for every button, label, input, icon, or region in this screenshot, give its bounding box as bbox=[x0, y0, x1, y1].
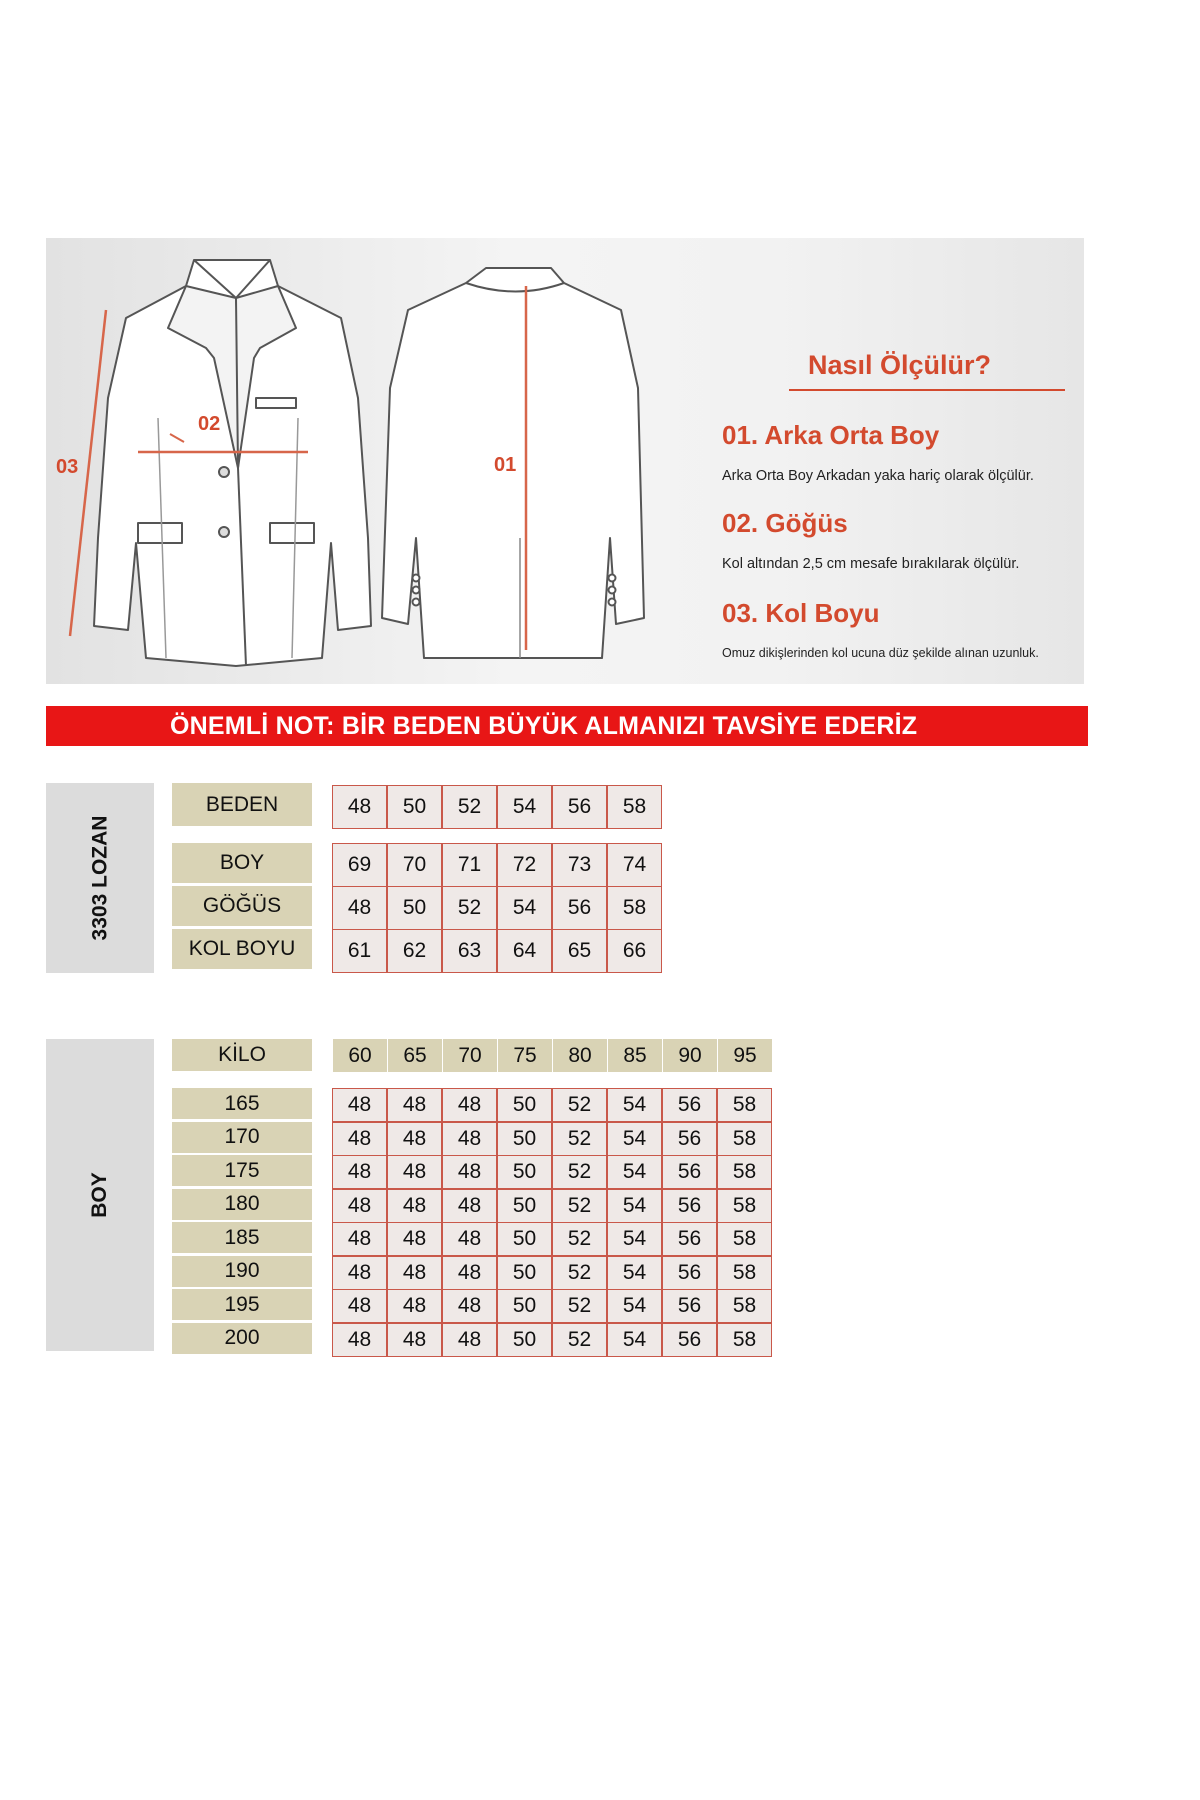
important-note-banner bbox=[46, 706, 1088, 746]
weight-table-cell: 48 bbox=[442, 1256, 497, 1290]
weight-table-cell: 48 bbox=[332, 1289, 387, 1323]
weight-header-cell: 90 bbox=[662, 1039, 717, 1072]
size-table-cell: 71 bbox=[442, 843, 497, 887]
size-table-cell: 66 bbox=[607, 929, 662, 973]
sleeve-label: 03 bbox=[56, 456, 79, 478]
weight-table-cell: 56 bbox=[662, 1155, 717, 1189]
weight-table-cell: 48 bbox=[387, 1289, 442, 1323]
size-table-cell: 69 bbox=[332, 843, 387, 887]
weight-table-cell: 48 bbox=[387, 1155, 442, 1189]
weight-table-cell: 58 bbox=[717, 1256, 772, 1290]
weight-table-cell: 48 bbox=[332, 1122, 387, 1156]
weight-header-cell: 80 bbox=[552, 1039, 607, 1072]
weight-table-cell: 56 bbox=[662, 1323, 717, 1357]
height-row-label: 185 bbox=[172, 1222, 312, 1254]
weight-table-cell: 58 bbox=[717, 1289, 772, 1323]
height-row-label: 165 bbox=[172, 1088, 312, 1120]
weight-table-cell: 52 bbox=[552, 1323, 607, 1357]
weight-header-cell: 60 bbox=[332, 1039, 387, 1072]
size-table-cell: 64 bbox=[497, 929, 552, 973]
size-table-cell: 65 bbox=[552, 929, 607, 973]
step-2-desc: Kol altından 2,5 cm mesafe bırakılarak ölçülür. bbox=[722, 556, 1020, 572]
weight-table-cell: 56 bbox=[662, 1222, 717, 1256]
size-table-header-label: BEDEN bbox=[172, 783, 312, 827]
size-table-cell: 70 bbox=[387, 843, 442, 887]
size-header-cell: 54 bbox=[497, 785, 552, 829]
weight-table-cell: 48 bbox=[332, 1088, 387, 1122]
weight-table-cell: 48 bbox=[332, 1222, 387, 1256]
size-header-cell: 56 bbox=[552, 785, 607, 829]
size-table-cell: 54 bbox=[497, 886, 552, 930]
height-row-label: 190 bbox=[172, 1256, 312, 1288]
step-3-desc: Omuz dikişlerinden kol ucuna düz şekilde alınan uzunluk. bbox=[722, 646, 1039, 660]
weight-table-cell: 48 bbox=[387, 1088, 442, 1122]
weight-table-cell: 52 bbox=[552, 1122, 607, 1156]
size-table-cell: 52 bbox=[442, 886, 497, 930]
weight-table-cell: 48 bbox=[442, 1189, 497, 1223]
size-row-label-boy: BOY bbox=[172, 843, 312, 884]
weight-header-cell: 85 bbox=[607, 1039, 662, 1072]
chest-label: 02 bbox=[198, 413, 221, 435]
weight-table-cell: 52 bbox=[552, 1256, 607, 1290]
size-row-label-kol-boyu: KOL BOYU bbox=[172, 929, 312, 970]
weight-table-cell: 48 bbox=[442, 1122, 497, 1156]
size-table-cell: 72 bbox=[497, 843, 552, 887]
height-row-label: 175 bbox=[172, 1155, 312, 1187]
weight-table-cell: 48 bbox=[332, 1189, 387, 1223]
title-underline bbox=[789, 389, 1065, 391]
step-1-title: 01. Arka Orta Boy bbox=[722, 420, 940, 450]
weight-table-cell: 56 bbox=[662, 1122, 717, 1156]
weight-table-cell: 50 bbox=[497, 1155, 552, 1189]
weight-table-cell: 58 bbox=[717, 1189, 772, 1223]
weight-table-cell: 54 bbox=[607, 1323, 662, 1357]
weight-table-cell: 54 bbox=[607, 1222, 662, 1256]
weight-table-cell: 48 bbox=[387, 1323, 442, 1357]
weight-table-cell: 48 bbox=[332, 1256, 387, 1290]
weight-table-cell: 48 bbox=[387, 1256, 442, 1290]
height-row-label: 170 bbox=[172, 1122, 312, 1154]
size-table-cell: 56 bbox=[552, 886, 607, 930]
height-row-label: 195 bbox=[172, 1289, 312, 1321]
weight-table-cell: 50 bbox=[497, 1189, 552, 1223]
weight-table-cell: 50 bbox=[497, 1222, 552, 1256]
step-1-desc: Arka Orta Boy Arkadan yaka hariç olarak ölçülür. bbox=[722, 468, 1034, 484]
size-table-cell: 58 bbox=[607, 886, 662, 930]
size-header-cell: 52 bbox=[442, 785, 497, 829]
size-table-cell: 61 bbox=[332, 929, 387, 973]
height-row-label: 180 bbox=[172, 1189, 312, 1221]
important-note-text: ÖNEMLİ NOT: BİR BEDEN BÜYÜK ALMANIZI TAVSİYE EDERİZ bbox=[170, 711, 918, 740]
weight-table-cell: 48 bbox=[442, 1323, 497, 1357]
weight-table-cell: 54 bbox=[607, 1088, 662, 1122]
size-header-cell: 50 bbox=[387, 785, 442, 829]
weight-table-cell: 48 bbox=[332, 1155, 387, 1189]
weight-table-cell: 48 bbox=[442, 1088, 497, 1122]
weight-table-cell: 52 bbox=[552, 1289, 607, 1323]
weight-table-cell: 54 bbox=[607, 1122, 662, 1156]
step-2-title: 02. Göğüs bbox=[722, 508, 848, 538]
weight-table-cell: 50 bbox=[497, 1122, 552, 1156]
weight-table-cell: 54 bbox=[607, 1155, 662, 1189]
back-length-label: 01 bbox=[494, 454, 517, 476]
weight-table-cell: 52 bbox=[552, 1222, 607, 1256]
weight-table-cell: 54 bbox=[607, 1289, 662, 1323]
weight-table-cell: 50 bbox=[497, 1256, 552, 1290]
how-to-measure-title: Nasıl Ölçülür? bbox=[808, 350, 992, 380]
weight-table-cell: 56 bbox=[662, 1189, 717, 1223]
weight-table-cell: 52 bbox=[552, 1155, 607, 1189]
size-header-cell: 48 bbox=[332, 785, 387, 829]
model-name: 3303 LOZAN bbox=[88, 815, 111, 941]
weight-table-cell: 54 bbox=[607, 1256, 662, 1290]
weight-table-cell: 58 bbox=[717, 1222, 772, 1256]
measure-guide-panel bbox=[46, 238, 1084, 684]
weight-table-cell: 58 bbox=[717, 1088, 772, 1122]
size-table-side-label bbox=[46, 783, 154, 973]
size-table-cell: 50 bbox=[387, 886, 442, 930]
weight-header-cell: 65 bbox=[387, 1039, 442, 1072]
weight-table-cell: 58 bbox=[717, 1155, 772, 1189]
height-axis-label: BOY bbox=[87, 1172, 111, 1218]
weight-table-cell: 56 bbox=[662, 1289, 717, 1323]
weight-header-cell: 75 bbox=[497, 1039, 552, 1072]
weight-table-header-label: KİLO bbox=[172, 1039, 312, 1072]
size-table-cell: 48 bbox=[332, 886, 387, 930]
size-table-cell: 63 bbox=[442, 929, 497, 973]
size-row-label-gogus: GÖĞÜS bbox=[172, 886, 312, 927]
front-jacket-drawing bbox=[94, 260, 371, 666]
jacket-illustration bbox=[46, 238, 646, 684]
weight-table-cell: 52 bbox=[552, 1189, 607, 1223]
weight-table-cell: 54 bbox=[607, 1189, 662, 1223]
weight-table-cell: 48 bbox=[442, 1289, 497, 1323]
weight-table-cell: 48 bbox=[442, 1155, 497, 1189]
step-3-title: 03. Kol Boyu bbox=[722, 598, 880, 628]
weight-table-cell: 48 bbox=[387, 1122, 442, 1156]
weight-table-cell: 56 bbox=[662, 1088, 717, 1122]
weight-table-cell: 50 bbox=[497, 1323, 552, 1357]
weight-table-cell: 50 bbox=[497, 1088, 552, 1122]
weight-table-cell: 48 bbox=[387, 1222, 442, 1256]
weight-table-cell: 48 bbox=[442, 1222, 497, 1256]
weight-table-cell: 50 bbox=[497, 1289, 552, 1323]
weight-header-cell: 70 bbox=[442, 1039, 497, 1072]
size-header-cell: 58 bbox=[607, 785, 662, 829]
weight-table-side-label bbox=[46, 1039, 154, 1351]
weight-header-cell: 95 bbox=[717, 1039, 772, 1072]
weight-table-cell: 48 bbox=[332, 1323, 387, 1357]
weight-table-cell: 56 bbox=[662, 1256, 717, 1290]
size-table-cell: 73 bbox=[552, 843, 607, 887]
size-table-cell: 62 bbox=[387, 929, 442, 973]
weight-table-cell: 58 bbox=[717, 1323, 772, 1357]
weight-table-cell: 48 bbox=[387, 1189, 442, 1223]
size-table-cell: 74 bbox=[607, 843, 662, 887]
height-row-label: 200 bbox=[172, 1323, 312, 1355]
weight-table-cell: 58 bbox=[717, 1122, 772, 1156]
weight-table-cell: 52 bbox=[552, 1088, 607, 1122]
